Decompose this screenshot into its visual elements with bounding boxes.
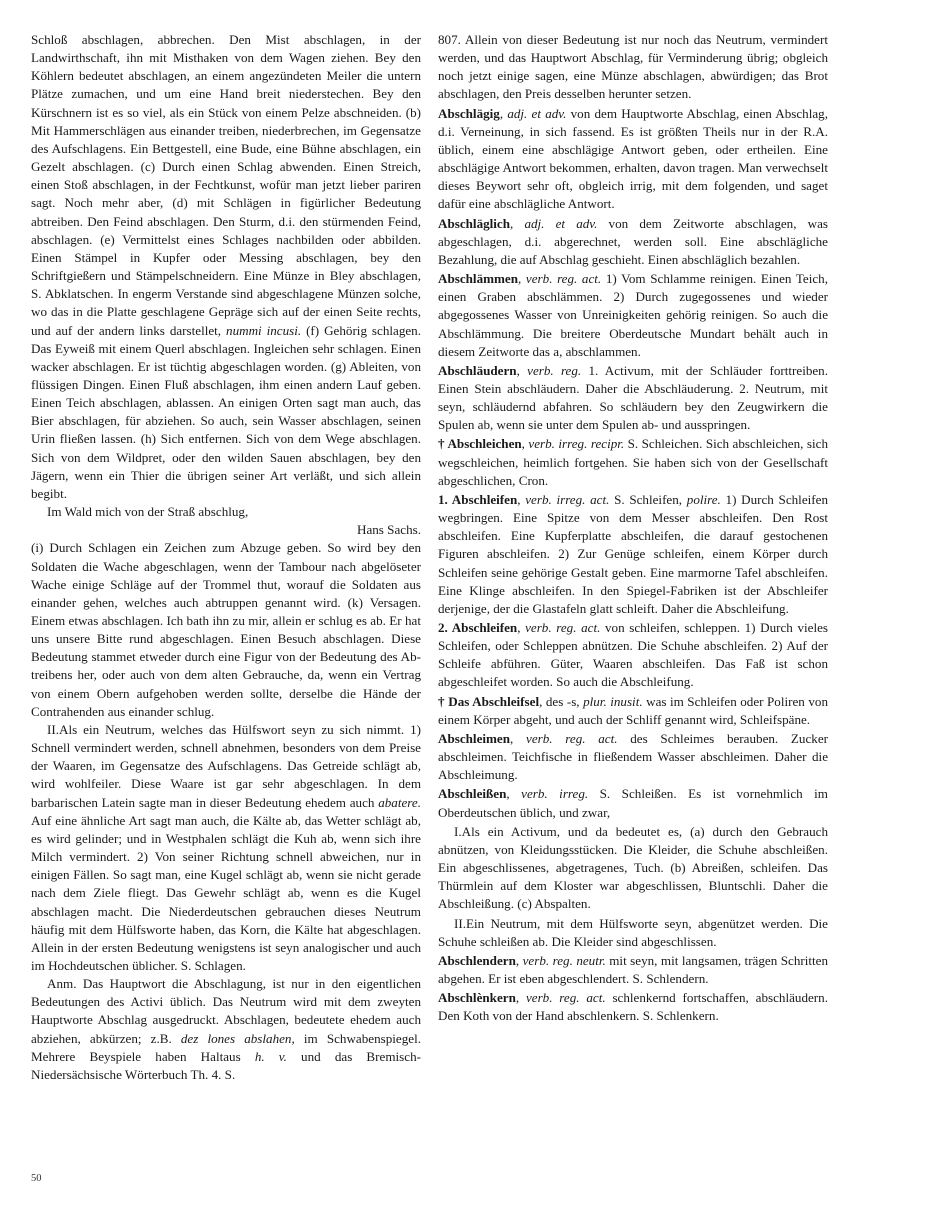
separator: , <box>506 786 522 802</box>
continued-paragraph: 807. Allein von dieser Bedeutung ist nur noch das Neutrum, vermindert werden, und das Hauptwort Abschlag, für Verminderung übrig; obgleich noch jetzt einige sagen, eine Münze abschlagen, abwürdigen; das Brot abschlagen, den Preis desselben herunter setzen. <box>438 32 828 102</box>
headword: Abschlendern <box>438 952 516 968</box>
definition: mit seyn, mit langsamen, trägen Schritten abgehen. Er ist eben abgeschlendert. S. Schlendern. <box>438 952 829 986</box>
entry-abschleissen <box>438 785 828 821</box>
grammar-label: plur. inusit. <box>583 693 643 709</box>
headword: † Abschleichen <box>438 436 522 452</box>
separator: , <box>510 730 527 746</box>
definition: von dem Zeitworte abschlagen, was abgeschlagen, d.i. abgerechnet, werden soll. Eine abschlägliche Bezahlung, die auf Abschlag geschieht. Einen abschläglich bezahlen. <box>438 215 828 267</box>
headword: 1. Abschleifen <box>438 491 518 507</box>
definition: des Schleimes berauben. Zucker abschleimen. Teichfische in fließendem Wasser abschleimen. Daher die Abschleimung. <box>438 730 829 783</box>
entry-abschlaegig <box>438 105 828 214</box>
headword: Abschleimen <box>438 730 511 746</box>
text-run: Anm. Das Hauptwort die Abschlagung, ist nur in den eigentlichen Bedeutungen des Activi üblich. Das Neutrum wird mit dem zweyten Hauptworte Abschlag ausgedruckt. Abschlagen, bedeutete ehedem auch abziehen, abkürzen; z.B. <box>31 976 421 1046</box>
right-column <box>438 31 828 1026</box>
paragraph-neutrum <box>31 721 421 975</box>
text-run: Schloß abschlagen, abbrechen. Den Mist abschlagen, in der Landwirthschaft, ihn mit Misthaken von dem Wagen ziehen. Bey den Köhlern bedeutet abschlagen, an einem angezündeten Meiler die untern Plätze zumachen, und um eine Hand breit niederstechen. Bey den Kürschnern ist es so viel, als ein Stück von einem Pelze abschneiden. (b) Mit Hammerschlägen aus einander treiben, niederbrechen, im Gegensatze des Aufschlagens. Ein Bettgestell, eine Bude, eine Bühne abschlagen, ein Gezelt abschlagen. (c) Durch einen Schlag abwenden. Einen Streich, einen Stoß abschlagen, in der Fechtkunst, wofür man jetzt lieber pariren sagt. Noch mehr aber, (d) mit Schlägen in figürlicher Bedeutung abtreiben. Den Feind abschlagen. Den Sturm, d.i. den stürmenden Feind, abschlagen. (e) Vermittelst eines Schlages nachbilden oder abbilden. Einen Stämpel in Kupfer oder Messing abschlagen, bey den Schriftgießern und Stämpelschneidern. Eine Münze in Bley abschlagen, S. Abklatschen. In engerm Verstande sind abgeschlagene Münzen solche, wo das in die Platte geschlagene Gepräge sich auf der einen Seite rechts, und auf der andern links darstellet, <box>31 32 421 338</box>
separator: , <box>517 620 526 635</box>
genitive: des -s, <box>545 693 584 709</box>
text-run: im Schwabenspiegel. Mehrere Beyspiele haben Haltaus <box>31 1030 421 1064</box>
separator: , <box>515 952 523 968</box>
grammar-label: verb. irreg. act. <box>525 491 610 507</box>
definition: was im Schleifen oder Poliren von einem Körper abgeht, und auch der Schliff genannt wird, Schleifspäne. <box>438 693 828 727</box>
grammar-label: verb. irreg. <box>521 786 589 802</box>
paragraph-meaning-i-k <box>31 539 421 721</box>
separator: , <box>521 436 529 452</box>
quoted-phrase: dez lones abslahen, <box>180 1030 295 1046</box>
definition: S. Schleichen. Sich abschleichen, sich wegschleichen, heimlich fortgehen. Sie haben sich von der Gesellschaft abgeschlichen, Cron. <box>438 436 828 488</box>
page-number: 50 <box>31 1173 42 1184</box>
headword: Abschleißen <box>438 786 507 802</box>
headword: Abschläglich <box>438 215 511 231</box>
definition: 1) Vom Schlamme reinigen. Einen Teich, einen Graben abschlämmen. 2) Durch zugegossenes und wieder abgegossenes Wasser von Unreinigkeiten gehörig reinigen. So auch die Abschlämmung. Die breitere Oberdeutsche Mundart behält auch in diesem Zeitworte das a, abschlammen. <box>438 271 828 359</box>
definition: S. Schleißen. Es ist vornehmlich im Oberdeutschen üblich, und zwar, <box>438 786 828 820</box>
subsense-neutrum: II.Ein Neutrum, mit dem Hülfsworte seyn, abgenützet werden. Die Schuhe schleißen ab. Die Kleider sind abgeschlissen. <box>438 915 828 949</box>
grammar-label: verb. irreg. recipr. <box>528 436 625 452</box>
definition: von schleifen, schleppen. 1) Durch vieles Schleifen, oder Schleppen abnützen. Die Schuhe abschleifen. 2) Auf der Schleife abführen. Güter, Waaren abschleifen. Das Faß ist schon abgeschleifet worden. So auch die Abschleifung. <box>438 620 828 690</box>
headword: † Das Abschleifsel <box>438 693 540 709</box>
grammar-label: adj. et adv. <box>507 105 567 121</box>
latin-term: abatere. <box>378 794 421 810</box>
grammar-label: adj. et adv. <box>524 215 598 231</box>
definition: schlenkernd fortschaffen, abschläudern. Den Koth von der Hand abschlenkern. S. Schlenkern. <box>438 990 828 1024</box>
headword: Abschläudern <box>438 362 517 378</box>
separator: , <box>517 491 526 507</box>
entry-abschlenkern <box>438 989 828 1025</box>
definition: 1) Durch Schleifen wegbringen. Eine Spitze von dem Messer abschleifen. Den Rost abschleifen. Eine Kupferplatte abschleifen, die darauf gestochenen Figuren abschleifen. 2) Zur Genüge schleifen, einem Körper durch Schleifen seine gehörige Gestalt geben. Eine marmorne Tafel abschleifen. Eine Klinge abschleifen. In den Spiegel-Fabriken ist der Abschleifer derjenige, der die Glastafeln glatt schleift. Daher die Abschleifung. <box>438 491 828 616</box>
latin-term: polire. <box>686 491 721 507</box>
entry-abschlaeudern <box>438 362 828 435</box>
reference-abbrev: h. v. <box>254 1048 287 1064</box>
grammar-label: verb. reg. <box>527 362 582 378</box>
separator: , <box>515 990 526 1006</box>
verse-quote: Im Wald mich von der Straß abschlug, <box>47 504 249 520</box>
grammar-label: verb. reg. act. <box>525 990 606 1006</box>
separator: , <box>539 693 546 709</box>
headword: Abschlämmen <box>438 271 519 287</box>
separator: , <box>516 362 528 378</box>
entry-abschleifen-2 <box>438 619 828 692</box>
subsense-activum: I.Als ein Activum, und da bedeutet es, (a) durch den Gebrauch abnützen, von Kleidungsstücken. Die Kleider, die Schuhe abschleißen. Ein abgeschlissenes, abgetragenes, Tuch. (b) Abreißen, schleifen. Das Thürmlein auf dem Kloster war abgeschlissen, Bluntschli. Daher die Abschleißung. (c) Abspalten. <box>438 823 828 912</box>
separator: , <box>510 215 525 231</box>
entry-abschleimen <box>438 730 828 784</box>
entry-abschlaeglich <box>438 215 828 269</box>
entry-abschleifen-1 <box>438 491 828 618</box>
definition: von dem Hauptworte Abschlag, einen Abschlag, d.i. Verneinung, in sich fassend. Es ist größten Theils nur in der R.A. üblich, einem eine abschlägige Antwort geben, oder ertheilen. Eine abschlägige Antwort bekommen, erhalten, davon tragen. Man verwechselt dieses Beywort sehr oft, obgleich irrig, mit dem folgenden, und saget dafür eine abschlägliche Antwort. <box>438 105 828 212</box>
entry-abschleifsel <box>438 693 828 729</box>
text-run: (f) Gehörig schlagen. Das Eyweiß mit einem Querl abschlagen. Ingleichen sehr schlagen. Einen wacker abschlagen. Er ist tüchtig abgeschlagen worden. (g) Ableiten, von flüssigen Dingen. Einen Fluß abschlagen, ihm einen andern Lauf geben. Einen Teich abschlagen, ablassen. An einigen Orten sagt man auch, das Bier abschlagen, für abziehen. So auch, sein Wasser abschlagen, seinen Urin fließen lassen. (h) Sich entfernen. Sich von dem Wege abschlagen. Sich von dem Wildpret, oder den wilden Sauen abschlagen, bey den Jägern, wenn ein Thier die übrigen seiner Art verläßt, und sich allein begibt. <box>31 322 421 501</box>
text-run: Auf eine ähnliche Art sagt man auch, die Kälte ab, das Wetter schlägt ab, es wird gelinder; und in Westphalen schlägt die Kuh ab, wenn sich ihre Milch vermindert. 2) Von seiner Richtung schnell abweichen, nur in einigen Fällen. So sagt man, eine Kugel schlägt ab, wenn sie nicht gerade nach dem Ziele fliegt. Das Gewehr schlägt ab, wenn es die Kugel abschlagen macht. Die Niederdeutschen gebrauchen dieses Neutrum häufig mit dem Hülfsworte haben, das Korn, die Kälte hat abgeschlagen. Allein in der ersten Bedeutung wenigstens ist seyn analogischer und auch im Hochdeutschen üblicher. S. Schlagen. <box>31 812 421 973</box>
paragraph-anmerkung <box>31 975 421 1084</box>
grammar-label: verb. reg. act. <box>526 730 618 746</box>
headword: Abschlènkern <box>438 990 516 1006</box>
separator: , <box>518 271 526 287</box>
left-column <box>31 31 421 1084</box>
entry-abschleichen <box>438 435 828 489</box>
headword: 2. Abschleifen <box>438 620 518 635</box>
verse-author: Hans Sachs. <box>356 522 421 538</box>
entry-abschlaemmen <box>438 270 828 361</box>
grammar-label: verb. reg. act. <box>525 620 601 635</box>
headword: Abschlägig <box>438 105 500 121</box>
entry-abschlendern <box>438 952 828 988</box>
separator: , <box>499 105 508 121</box>
grammar-label: verb. reg. act. <box>525 271 602 287</box>
definition: 1. Activum, mit der Schläuder forttreiben. Einen Stein abschläudern. Daher die Abschläuderung. 2. Neutrum, mit seyn, schläudernd abfahren. So schläudern bey den Zeugwirkern die Spulen ab, wenn sie unter dem Spulen ab- und ausspringen. <box>438 362 829 433</box>
text-run: (i) Durch Schlagen ein Zeichen zum Abzuge geben. So wird bey den Soldaten die Wache abgeschlagen, wenn der Tambour nach abgelöseter Wache einige Schläge auf der Trommel thut, worauf die Soldaten aus einander gehen, welches auch abtruppen genannt wird. (k) Versagen. Einem etwas abschlagen. Ich bath ihn zu mir, allein er schlug es ab. Er hat uns unsere Bitte rund abgeschlagen. Einen Besuch abschlagen. Diese Bedeutung stammet etweder durch eine Figur von der Bedeutung des Abtreibens her, oder auch von dem alten Gebrauche, da, wenn ein Vertrag von einem Obern aufgehoben werden sollte, derselbe die Hände der Contrahenden aus einander schlug. <box>31 540 421 719</box>
text-run: und das Bremisch-Niedersächsische Wörterbuch Th. 4. S. <box>31 1048 421 1082</box>
paragraph-abschlagen-continued <box>31 31 421 503</box>
text-run: II.Als ein Neutrum, welches das Hülfswort seyn zu sich nimmt. 1) Schnell vermindert werden, schnell abnehmen, besonders von dem Preise der Waaren, im Gegensatze des Aufschlagens. Das Getreide schlägt ab, wird wohlfeiler. Diese Waare ist gar sehr abgeschlagen. In dem barbarischen Latein sagte man in dieser Bedeutung ehedem auch <box>31 721 421 810</box>
latin-term: nummi incusi. <box>226 322 302 338</box>
definition: S. Schleifen, <box>609 491 687 507</box>
grammar-label: verb. reg. neutr. <box>522 952 606 968</box>
